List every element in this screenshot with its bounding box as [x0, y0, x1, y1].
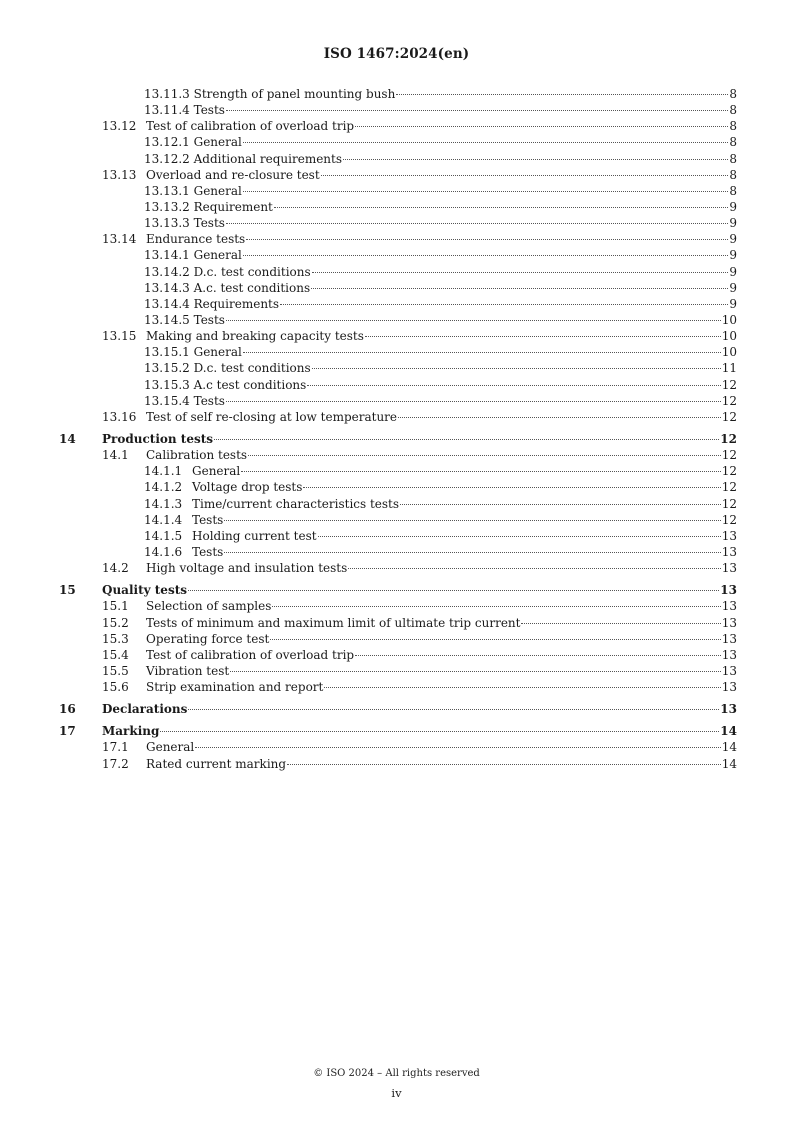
- toc-entry-number: 14.1.2: [144, 480, 183, 495]
- toc-entry[interactable]: [0, 134, 793, 150]
- toc-entry-page[interactable]: 9: [729, 280, 737, 295]
- toc-entry-page[interactable]: 9: [729, 296, 737, 311]
- dot-leader: [307, 385, 720, 386]
- toc-entry[interactable]: [0, 679, 793, 695]
- toc-entry-title[interactable]: 13.15.3 A.c test conditions: [144, 377, 307, 392]
- toc-entry-line: [144, 215, 737, 231]
- toc-entry-title[interactable]: Overload and re-closure test: [146, 167, 320, 182]
- toc-entry-page[interactable]: 12: [721, 464, 737, 479]
- toc-entry[interactable]: [0, 756, 793, 772]
- toc-entry[interactable]: [0, 598, 793, 614]
- toc-entry-line: [192, 528, 737, 544]
- toc-entry-line: [144, 183, 737, 199]
- document-header: ISO 1467:2024(en): [323, 46, 470, 62]
- toc-entry-title[interactable]: 13.14.5 Tests: [144, 312, 225, 327]
- toc-entry[interactable]: [0, 183, 793, 199]
- toc-entry-number: 15.4: [102, 647, 129, 662]
- dot-leader: [248, 455, 721, 456]
- toc-entry-number: 13.14: [102, 232, 137, 247]
- toc-entry-title[interactable]: 13.13.3 Tests: [144, 216, 225, 231]
- toc-entry[interactable]: [0, 544, 793, 560]
- dot-leader: [226, 110, 728, 111]
- toc-entry-page[interactable]: 14: [721, 756, 737, 771]
- toc-entry-line: [192, 479, 737, 495]
- toc-entry-title[interactable]: Test of self re-closing at low temperature: [146, 409, 398, 424]
- dot-leader: [355, 126, 728, 127]
- toc-entry-line: [144, 247, 737, 263]
- toc-entry-title[interactable]: 13.14.2 D.c. test conditions: [144, 264, 311, 279]
- dot-leader: [521, 623, 720, 624]
- dot-leader: [343, 159, 728, 160]
- toc-entry-line: [192, 512, 737, 528]
- toc-entry-page[interactable]: 12: [721, 480, 737, 495]
- dot-leader: [272, 606, 720, 607]
- toc-entry-page[interactable]: 8: [729, 135, 737, 150]
- toc-entry-number: 14.1.4: [144, 512, 183, 527]
- dot-leader: [287, 764, 721, 765]
- toc-entry[interactable]: [0, 409, 793, 425]
- dot-leader: [318, 536, 721, 537]
- toc-entry-page[interactable]: 8: [729, 183, 737, 198]
- toc-entry[interactable]: [0, 479, 793, 495]
- toc-entry-title[interactable]: Selection of samples: [146, 599, 272, 614]
- toc-entry-page[interactable]: 9: [729, 248, 737, 263]
- toc-entry[interactable]: [0, 528, 793, 544]
- toc-entry-number: 15.3: [102, 631, 129, 646]
- toc-entry-title[interactable]: Strip examination and report: [146, 680, 324, 695]
- toc-entry-line: [146, 679, 737, 695]
- toc-entry-title[interactable]: 13.12.1 General: [144, 135, 242, 150]
- toc-entry-number: 14.1: [102, 448, 129, 463]
- dot-leader: [324, 687, 720, 688]
- toc-entry[interactable]: [0, 663, 793, 679]
- toc-entry-page[interactable]: 12: [721, 496, 737, 511]
- toc-entry-number: 14.1.3: [144, 496, 183, 511]
- toc-entry-page[interactable]: 13: [721, 599, 737, 614]
- toc-entry-line: [146, 167, 737, 183]
- toc-entry-title[interactable]: Voltage drop tests: [192, 480, 303, 495]
- toc-entry-title[interactable]: Calibration tests: [146, 448, 248, 463]
- dot-leader: [224, 520, 720, 521]
- toc-entry-number: 13.15: [102, 329, 137, 344]
- toc-entry[interactable]: [0, 512, 793, 528]
- toc-entry-page[interactable]: 12: [721, 393, 737, 408]
- toc-entry-page[interactable]: 12: [721, 409, 737, 424]
- dot-leader: [398, 417, 721, 418]
- toc-entry-title[interactable]: Quality tests: [102, 583, 187, 598]
- toc-entry-line: [146, 409, 737, 425]
- toc-entry[interactable]: [0, 447, 793, 463]
- toc-entry[interactable]: [0, 247, 793, 263]
- toc-entry[interactable]: [0, 647, 793, 663]
- toc-entry-title[interactable]: Production tests: [102, 431, 214, 446]
- toc-entry-line: [192, 544, 737, 560]
- toc-entry[interactable]: [0, 118, 793, 134]
- toc-entry-title[interactable]: 13.15.4 Tests: [144, 393, 225, 408]
- toc-entry-page[interactable]: 8: [729, 87, 737, 101]
- toc-entry-page[interactable]: 13: [721, 631, 737, 646]
- toc-entry-line: [146, 328, 737, 344]
- toc-entry-page[interactable]: 13: [720, 702, 737, 717]
- toc-entry-line: [146, 647, 737, 663]
- toc-entry[interactable]: [0, 231, 793, 247]
- toc-entry-page[interactable]: 14: [720, 724, 737, 739]
- toc-entry-title[interactable]: 13.11.4 Tests: [144, 103, 225, 118]
- dot-leader: [321, 175, 729, 176]
- dot-leader: [400, 504, 721, 505]
- toc-entry-title[interactable]: 13.12.2 Additional requirements: [144, 151, 343, 166]
- dot-leader: [243, 191, 728, 192]
- toc-entry-page[interactable]: 13: [721, 544, 737, 559]
- toc-entry-number: 17.1: [102, 740, 129, 755]
- toc-entry-page[interactable]: 9: [729, 216, 737, 231]
- toc-entry-page[interactable]: 14: [721, 740, 737, 755]
- toc-entry[interactable]: [0, 360, 793, 376]
- toc-entry-line: [144, 312, 737, 328]
- toc-entry-page[interactable]: 12: [721, 377, 737, 392]
- toc-entry-number: 13.13: [102, 167, 137, 182]
- dot-leader: [243, 255, 728, 256]
- toc-entry-page[interactable]: 13: [721, 663, 737, 678]
- toc-entry-line: [146, 631, 737, 647]
- toc-entry-line: [144, 134, 737, 150]
- toc-entry-page[interactable]: 10: [721, 329, 737, 344]
- toc-entry-title[interactable]: High voltage and insulation tests: [146, 561, 348, 576]
- dot-leader: [188, 590, 719, 591]
- toc-entry-page[interactable]: 10: [721, 345, 737, 360]
- toc-entry-title[interactable]: General: [146, 740, 195, 755]
- toc-entry-page[interactable]: 12: [721, 448, 737, 463]
- dot-leader: [226, 223, 728, 224]
- toc-entry[interactable]: [0, 463, 793, 479]
- toc-entry-title[interactable]: 13.14.4 Requirements: [144, 296, 280, 311]
- toc-entry-number: 16: [59, 702, 76, 717]
- toc-entry-page[interactable]: 9: [729, 232, 737, 247]
- toc-entry[interactable]: [0, 739, 793, 755]
- toc-entry[interactable]: [0, 615, 793, 631]
- dot-leader: [396, 94, 728, 95]
- toc-entry-line: [144, 199, 737, 215]
- toc-entry-page[interactable]: 8: [729, 167, 737, 182]
- toc-entry-number: 15.1: [102, 599, 129, 614]
- toc-entry-title[interactable]: Vibration test: [146, 663, 230, 678]
- toc-entry-page[interactable]: 13: [721, 615, 737, 630]
- toc-entry-number: 14: [59, 431, 76, 446]
- dot-leader: [270, 639, 720, 640]
- toc-entry-title[interactable]: 13.14.3 A.c. test conditions: [144, 280, 311, 295]
- toc-entry-page[interactable]: 13: [720, 583, 737, 598]
- toc-entry-title[interactable]: Holding current test: [192, 528, 317, 543]
- toc-entry[interactable]: [0, 296, 793, 312]
- dot-leader: [160, 731, 719, 732]
- dot-leader: [246, 239, 728, 240]
- toc-entry-line: [102, 582, 737, 598]
- toc-entry-line: [144, 344, 737, 360]
- toc-entry[interactable]: [0, 328, 793, 344]
- dot-leader: [348, 568, 720, 569]
- dot-leader: [280, 304, 728, 305]
- toc-entry[interactable]: [0, 496, 793, 512]
- dot-leader: [224, 552, 720, 553]
- toc-entry-title[interactable]: Test of calibration of overload trip: [146, 647, 355, 662]
- toc-entry-page[interactable]: 10: [721, 312, 737, 327]
- toc-entry-line: [144, 393, 737, 409]
- toc-entry-number: 15: [59, 583, 76, 598]
- toc-entry[interactable]: [0, 312, 793, 328]
- toc-entry-line: [144, 102, 737, 118]
- toc-entry-title[interactable]: Tests: [192, 544, 224, 559]
- toc-entry[interactable]: [0, 215, 793, 231]
- toc-entry-line: [144, 280, 737, 296]
- dot-leader: [311, 288, 728, 289]
- toc-entry-title[interactable]: Operating force test: [146, 631, 270, 646]
- dot-leader: [188, 709, 719, 710]
- toc-entry[interactable]: [0, 102, 793, 118]
- toc-entry-number: 14.1.1: [144, 464, 183, 479]
- dot-leader: [195, 747, 720, 748]
- toc-entry-line: [146, 598, 737, 614]
- toc-entry[interactable]: [0, 431, 793, 447]
- dot-leader: [230, 671, 721, 672]
- toc-entry-title[interactable]: 13.14.1 General: [144, 248, 242, 263]
- toc-entry-line: [146, 756, 737, 772]
- toc-entry-number: 15.6: [102, 680, 129, 695]
- toc-entry-number: 15.2: [102, 615, 129, 630]
- toc-entry-title[interactable]: Rated current marking: [146, 756, 287, 771]
- toc-entry-page[interactable]: 8: [729, 151, 737, 166]
- toc-entry-title[interactable]: Endurance tests: [146, 232, 246, 247]
- toc-entry-line: [146, 739, 737, 755]
- toc-entry-title[interactable]: 13.15.1 General: [144, 345, 242, 360]
- dot-leader: [214, 439, 719, 440]
- toc-entry[interactable]: [0, 377, 793, 393]
- toc-entry[interactable]: [0, 701, 793, 717]
- toc-entry-page[interactable]: 11: [721, 361, 737, 376]
- dot-leader: [243, 142, 728, 143]
- toc-entry[interactable]: [0, 86, 793, 102]
- toc-entry-title[interactable]: Test of calibration of overload trip: [146, 119, 355, 134]
- toc-entry-line: [144, 377, 737, 393]
- toc-entry[interactable]: [0, 582, 793, 598]
- toc-entry-line: [192, 496, 737, 512]
- toc-entry-line: [146, 231, 737, 247]
- toc-entry-page[interactable]: 13: [721, 647, 737, 662]
- toc-entry-line: [102, 701, 737, 717]
- table-of-contents: [0, 86, 793, 772]
- dot-leader: [365, 336, 721, 337]
- toc-entry[interactable]: [0, 560, 793, 576]
- toc-entry-number: 14.1.6: [144, 544, 183, 559]
- dot-leader: [274, 207, 728, 208]
- toc-entry-title[interactable]: 13.15.2 D.c. test conditions: [144, 361, 311, 376]
- dot-leader: [243, 352, 721, 353]
- toc-entry[interactable]: [0, 393, 793, 409]
- toc-entry-title[interactable]: Making and breaking capacity tests: [146, 329, 364, 344]
- toc-entry-page[interactable]: 8: [729, 119, 737, 134]
- toc-entry-title[interactable]: Declarations: [102, 702, 188, 717]
- toc-entry-line: [144, 296, 737, 312]
- dot-leader: [312, 368, 721, 369]
- toc-entry-line: [146, 118, 737, 134]
- toc-entry-page[interactable]: 9: [729, 264, 737, 279]
- dot-leader: [226, 401, 721, 402]
- toc-entry[interactable]: [0, 631, 793, 647]
- toc-entry-title[interactable]: Tests of minimum and maximum limit of ultimate trip current: [146, 615, 521, 630]
- toc-entry-line: [146, 663, 737, 679]
- toc-entry-page[interactable]: 9: [729, 199, 737, 214]
- toc-entry-page[interactable]: 8: [729, 103, 737, 118]
- toc-entry-number: 17.2: [102, 756, 129, 771]
- copyright-footer: © ISO 2024 – All rights reserved: [313, 1068, 480, 1079]
- toc-entry[interactable]: [0, 280, 793, 296]
- toc-entry-page[interactable]: 12: [720, 431, 737, 446]
- toc-entry-title[interactable]: General: [192, 464, 241, 479]
- toc-entry-title[interactable]: Time/current characteristics tests: [192, 496, 400, 511]
- toc-entry[interactable]: [0, 344, 793, 360]
- toc-entry-title[interactable]: Marking: [102, 724, 160, 739]
- toc-entry-page[interactable]: 13: [721, 680, 737, 695]
- dot-leader: [355, 655, 721, 656]
- toc-entry-number: 17: [59, 724, 76, 739]
- dot-leader: [303, 487, 720, 488]
- toc-entry-number: 14.2: [102, 561, 129, 576]
- toc-entry-line: [144, 86, 737, 102]
- toc-entry-number: 13.12: [102, 119, 137, 134]
- dot-leader: [241, 471, 720, 472]
- toc-entry[interactable]: [0, 264, 793, 280]
- toc-entry[interactable]: [0, 151, 793, 167]
- toc-entry[interactable]: [0, 199, 793, 215]
- toc-entry-page[interactable]: 12: [721, 512, 737, 527]
- toc-entry-line: [146, 447, 737, 463]
- toc-entry-title[interactable]: 13.11.3 Strength of panel mounting bush: [144, 87, 396, 101]
- toc-entry-page[interactable]: 13: [721, 561, 737, 576]
- toc-entry-line: [102, 431, 737, 447]
- toc-entry-line: [146, 615, 737, 631]
- toc-entry-number: 14.1.5: [144, 528, 183, 543]
- toc-entry-line: [144, 360, 737, 376]
- toc-entry-line: [192, 463, 737, 479]
- toc-entry-line: [144, 151, 737, 167]
- toc-entry-title[interactable]: 13.13.2 Requirement: [144, 199, 273, 214]
- toc-entry-line: [144, 264, 737, 280]
- dot-leader: [226, 320, 721, 321]
- toc-entry[interactable]: [0, 723, 793, 739]
- toc-entry-title[interactable]: Tests: [192, 512, 224, 527]
- toc-entry-title[interactable]: 13.13.1 General: [144, 183, 242, 198]
- page-number: iv: [391, 1086, 402, 1100]
- toc-entry-line: [102, 723, 737, 739]
- toc-entry-page[interactable]: 13: [721, 528, 737, 543]
- dot-leader: [312, 272, 729, 273]
- toc-entry-number: 15.5: [102, 663, 129, 678]
- toc-entry[interactable]: [0, 167, 793, 183]
- toc-entry-number: 13.16: [102, 409, 137, 424]
- toc-entry-line: [146, 560, 737, 576]
